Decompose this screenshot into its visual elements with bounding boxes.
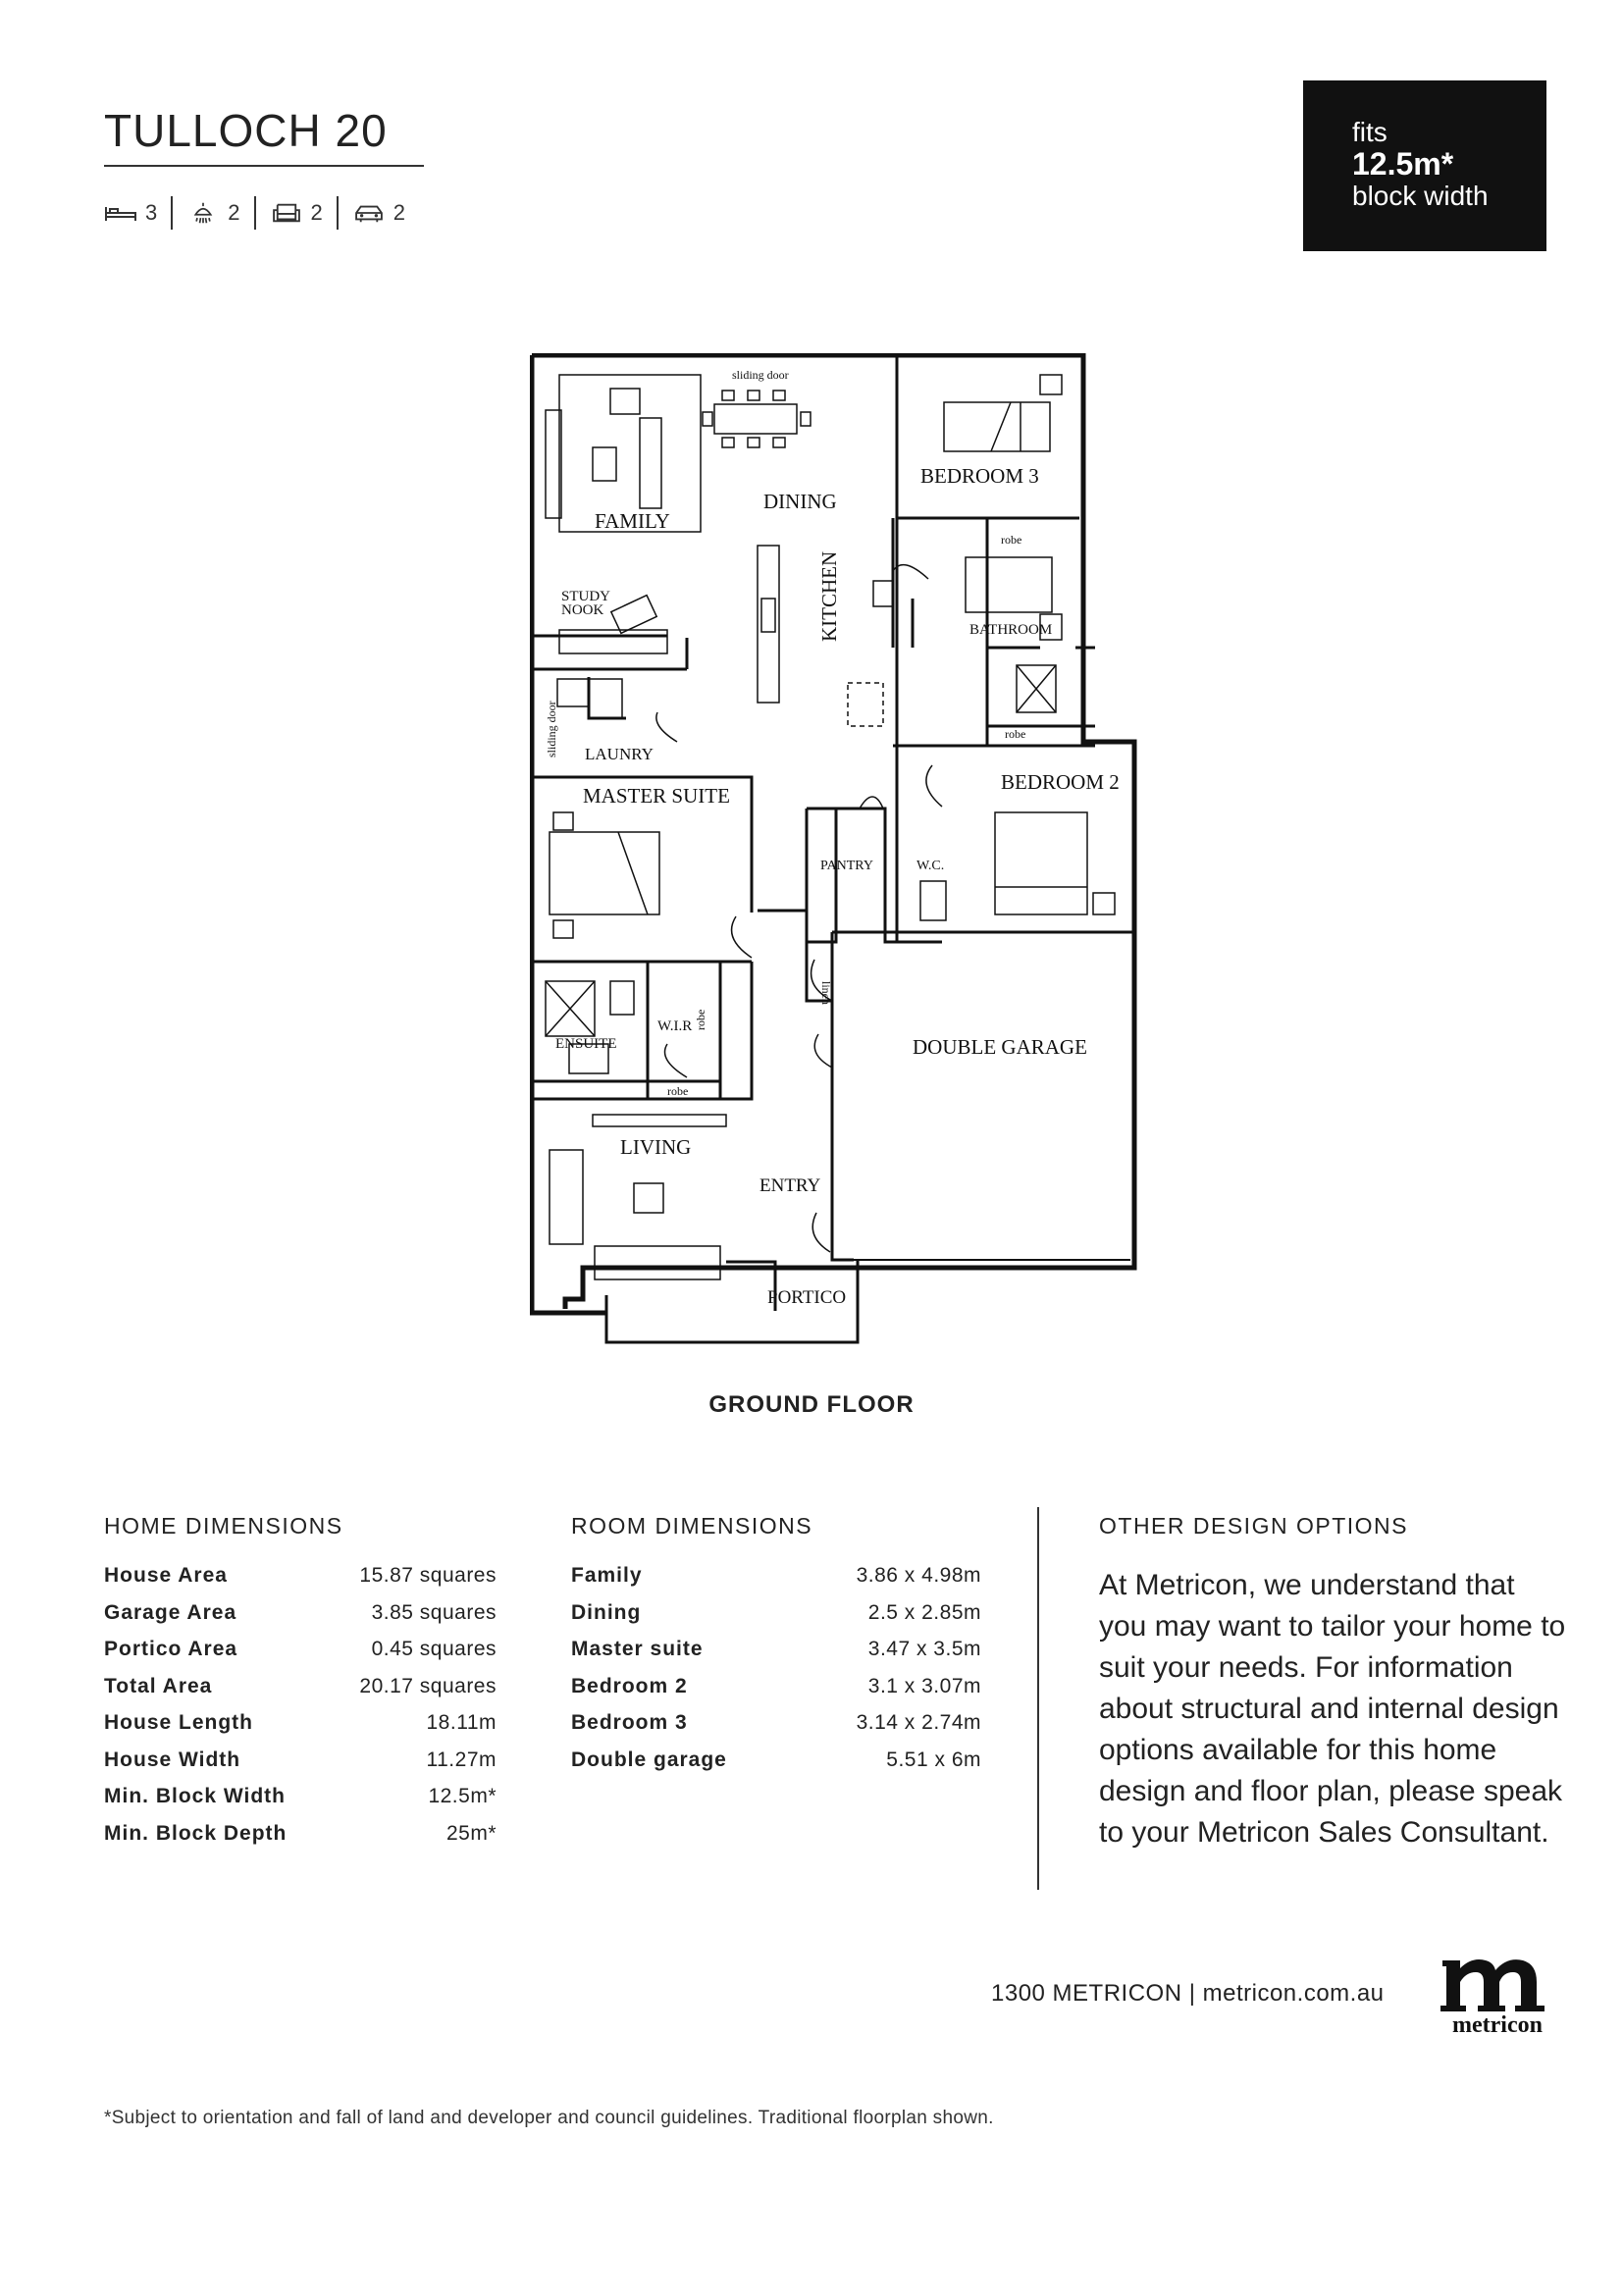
row-value: 5.51 x 6m [886,1748,981,1771]
row-label: Master suite [571,1638,704,1660]
table-row [571,1668,981,1705]
row-value: 11.27m [426,1748,497,1771]
page-title: TULLOCH 20 [104,105,388,156]
row-label: Bedroom 2 [571,1674,688,1697]
table-row [104,1557,497,1594]
feature-bathrooms-count: 2 [228,200,240,225]
other-options-title: OTHER DESIGN OPTIONS [1099,1513,1408,1539]
home-dimensions [104,1513,497,1852]
table-row [104,1815,497,1852]
label-entry: ENTRY [759,1175,821,1196]
title-underline [104,165,424,167]
badge-line-1: fits [1352,117,1387,147]
floor-label: GROUND FLOOR [708,1391,915,1418]
row-value: 12.5m* [428,1785,497,1807]
label-study-1: STUDY [561,589,611,604]
row-label: Portico Area [104,1638,238,1660]
label-robe-top: robe [1001,533,1022,547]
row-label: Total Area [104,1674,213,1697]
table-row [104,1704,497,1742]
shower-icon [186,201,220,225]
armchair-icon [270,201,303,225]
row-label: Family [571,1564,643,1587]
row-value: 3.14 x 2.74m [856,1711,981,1734]
metricon-m-icon [1439,1951,1556,2015]
label-robe-mid: robe [1005,727,1026,741]
table-row [571,1631,981,1668]
feature-bathrooms [173,200,253,226]
label-dining: DINING [763,490,837,513]
badge-line-2: 12.5m* [1352,146,1454,182]
label-wc: W.C. [916,859,945,873]
metricon-logo [1439,1951,1556,2039]
row-label: House Width [104,1748,241,1771]
label-wir: W.I.R [657,1018,693,1034]
feature-bedrooms [104,200,171,226]
row-label: House Length [104,1711,253,1734]
label-ensuite: ENSUITE [555,1036,617,1052]
label-bathroom: BATHROOM [969,622,1053,638]
home-dimensions-title: HOME DIMENSIONS [104,1513,343,1539]
row-label: Dining [571,1600,642,1624]
feature-garage-count: 2 [393,200,405,225]
label-portico: PORTICO [767,1287,847,1308]
label-study-2: NOOK [561,602,604,618]
row-value: 3.85 squares [371,1600,497,1624]
bed-icon [104,201,137,225]
label-laundry: LAUNRY [585,745,654,763]
label-bedroom-2: BEDROOM 2 [1001,770,1120,794]
row-label: Double garage [571,1748,727,1771]
label-sliding-door-top: sliding door [732,368,789,382]
car-icon [352,201,386,225]
block-width-badge [1303,80,1546,251]
table-row [104,1778,497,1815]
row-label: Garage Area [104,1600,237,1624]
feature-living-count: 2 [310,200,323,225]
table-row [571,1704,981,1742]
feature-icons [104,196,419,230]
feature-living [256,200,337,226]
row-label: Min. Block Depth [104,1821,288,1845]
other-options-text: At Metricon, we understand that you may want to tailor your home to suit your needs. For information about structural and internal design options available for this home design and floor plan, please speak to your Metricon Sales Consultant. [1099,1569,1566,1849]
label-sliding-door-left: sliding door [545,701,558,757]
badge-line-3: block width [1352,181,1489,211]
room-dimensions-title: ROOM DIMENSIONS [571,1513,813,1539]
feature-bedrooms-count: 3 [145,200,158,225]
table-row [571,1742,981,1779]
outer-wall-garage [1083,742,1134,1266]
row-value: 3.47 x 3.5m [867,1638,981,1660]
column-divider [1037,1507,1039,1890]
label-kitchen: KITCHEN [817,550,841,642]
other-design-options [1099,1513,1570,1853]
table-row [104,1631,497,1668]
row-value: 0.45 squares [371,1638,497,1660]
row-value: 3.86 x 4.98m [856,1564,981,1587]
metricon-wordmark: metricon [1452,2012,1543,2038]
label-pantry: PANTRY [820,859,873,873]
label-robe-side: robe [694,1009,707,1030]
label-linen: linen [819,981,833,1005]
table-row [104,1594,497,1632]
row-label: House Area [104,1564,228,1587]
row-value: 20.17 squares [359,1674,497,1697]
row-value: 15.87 squares [359,1564,497,1587]
table-row [104,1742,497,1779]
feature-garage [339,200,419,226]
floor-plan [530,353,1148,1346]
label-family: FAMILY [595,509,670,533]
label-double-garage: DOUBLE GARAGE [913,1035,1087,1059]
contact-line: 1300 METRICON | metricon.com.au [991,1980,1385,2007]
row-label: Min. Block Width [104,1785,286,1807]
row-value: 3.1 x 3.07m [867,1674,981,1697]
room-dimensions [571,1513,981,1778]
table-row [571,1557,981,1594]
table-row [104,1668,497,1705]
table-row [571,1594,981,1632]
label-master-suite: MASTER SUITE [583,784,730,808]
row-value: 2.5 x 2.85m [867,1600,981,1624]
row-label: Bedroom 3 [571,1711,688,1734]
label-living: LIVING [620,1135,692,1159]
label-robe-bottom: robe [667,1084,689,1098]
row-value: 18.11m [426,1711,497,1734]
door-swings [656,565,945,1252]
row-value: 25m* [445,1821,497,1845]
label-bedroom-3: BEDROOM 3 [920,464,1039,488]
disclaimer: *Subject to orientation and fall of land and developer and council guidelines. Traditional floorplan shown. [104,2108,994,2128]
